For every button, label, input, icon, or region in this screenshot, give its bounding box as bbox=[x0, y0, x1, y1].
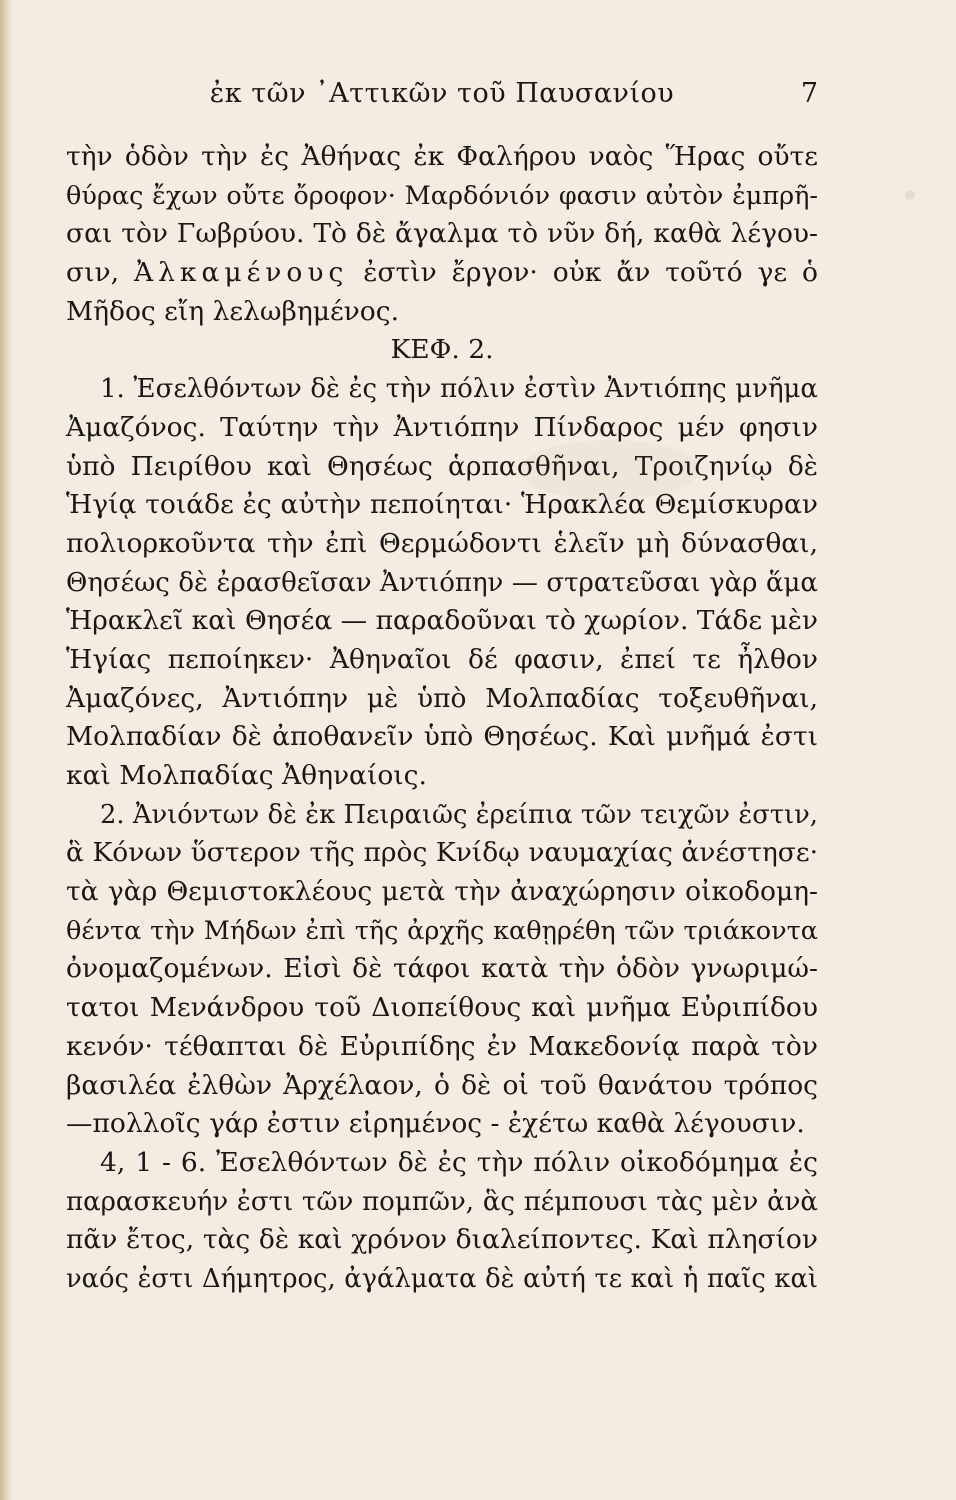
page-number: 7 bbox=[800, 78, 818, 109]
paper-stain bbox=[520, 440, 700, 500]
page-gutter-edge bbox=[0, 0, 12, 1500]
paper-speck bbox=[905, 190, 915, 200]
text-line: παρασκευήν ἐστι τῶν πομπῶν, ἃς πέμπουσι τὰς μὲν ἀνὰ bbox=[66, 1186, 818, 1217]
text-line: θέντα τὴν Μήδων ἐπὶ τῆς ἀρχῆς καθῃρέθη τῶν τριάκοντα bbox=[66, 915, 818, 946]
chapter-heading: ΚΕΦ. 2. bbox=[390, 334, 494, 366]
text-line: Ἀμαζόνος. Ταύτην τὴν Ἀντιόπην Πίνδαρος μέν φησιν bbox=[66, 411, 818, 443]
text-line: Ἡρακλεῖ καὶ Θησέα — παραδοῦναι τὸ χωρίον. Τάδε μὲν bbox=[66, 605, 819, 637]
text-fragment: ἐστὶν ἔργον· οὐκ ἄν τοῦτό γε ὁ bbox=[348, 257, 819, 289]
text-line: Μολπαδίαν δὲ ἀποθανεῖν ὑπὸ Θησέως. Καὶ μνῆμά ἐστι bbox=[66, 721, 818, 753]
text-line: καὶ Μολπαδίας Ἀθηναίοις. bbox=[66, 760, 427, 791]
text-line: Μῆδος εἴη λελωβημένος. bbox=[66, 295, 400, 327]
text-line: σαι τὸν Γωβρύου. Τὸ δὲ ἄγαλμα τὸ νῦν δή, καθὰ λέγου- bbox=[66, 218, 818, 250]
text-line: ναός ἐστι Δήμητρος, ἀγάλματα δὲ αὐτή τε καὶ ἡ παῖς καὶ bbox=[66, 1263, 818, 1294]
text-line: κενόν· τέθαπται δὲ Εὐριπίδης ἐν Μακεδονίᾳ παρὰ τὸν bbox=[66, 1030, 818, 1062]
text-line: 2. Ἀνιόντων δὲ ἐκ Πειραιῶς ἐρείπια τῶν τειχῶν ἐστιν, bbox=[100, 799, 818, 830]
text-line: πολιορκοῦντα τὴν ἐπὶ Θερμώδοντι ἑλεῖν μὴ δύνασθαι, bbox=[66, 527, 818, 559]
text-line: 4, 1 - 6. Ἐσελθόντων δὲ ἐς τὴν πόλιν οἰκοδόμημα ἐς bbox=[100, 1146, 818, 1178]
text-line: —πολλοῖς γάρ ἐστιν εἰρημένος - ἐχέτω καθὰ λέγουσιν. bbox=[66, 1108, 805, 1140]
text-line: Θησέως δὲ ἐρασθεῖσαν Ἀντιόπην — στρατεῦσαι γὰρ ἅμα bbox=[66, 567, 818, 598]
text-line: Ἡγίας πεποίηκεν· Ἀθηναῖοι δέ φασιν, ἐπεί τε ἦλθον bbox=[66, 643, 818, 675]
text-line: Ἡγίᾳ τοιάδε ἐς αὐτὴν πεποίηται· Ἡρακλέα Θεμίσκυραν bbox=[66, 489, 818, 521]
text-line: τὰ γὰρ Θεμιστοκλέους μετὰ τὴν ἀναχώρησιν οἰκοδομη- bbox=[66, 876, 818, 908]
text-line: τὴν ὁδὸν τὴν ἐς Ἀθήνας ἐκ Φαλήρου ναὸς Ἥρας οὔτε bbox=[66, 141, 818, 172]
text-line: Ἀμαζόνες, Ἀντιόπην μὲ ὑπὸ Μολπαδίας τοξευθῆναι, bbox=[66, 682, 818, 714]
text-line: ἃ Κόνων ὕστερον τῆς πρὸς Κνίδῳ ναυμαχίας ἀνέστησε· bbox=[66, 837, 818, 869]
text-line: τατοι Μενάνδρου τοῦ Διοπείθους καὶ μνῆμα Εὐριπίδου bbox=[66, 992, 818, 1024]
page-header bbox=[66, 78, 818, 118]
main-text bbox=[66, 138, 818, 1299]
text-line: ὑπὸ Πειρίθου καὶ Θησέως ἁρπασθῆναι, Τροιζηνίῳ δὲ bbox=[66, 450, 818, 482]
text-line bbox=[66, 254, 818, 293]
text-line: πᾶν ἔτος, τὰς δὲ καὶ χρόνον διαλείποντες. Καὶ πλησίον bbox=[66, 1224, 818, 1256]
running-title: ἐκ τῶν ᾿Αττικῶν τοῦ Παυσανίου bbox=[209, 78, 675, 109]
text-line: 1. Ἐσελθόντων δὲ ἐς τὴν πόλιν ἐστὶν Ἀντιόπης μνῆμα bbox=[100, 374, 818, 405]
text-line: θύρας ἔχων οὔτε ὄροφον· Μαρδόνιόν φασιν αὐτὸν ἐμπρῆ- bbox=[66, 180, 818, 211]
text-line: ὀνομαζομένων. Εἰσὶ δὲ τάφοι κατὰ τὴν ὁδὸν γνωριμώ- bbox=[66, 953, 818, 985]
text-line: βασιλέα ἐλθὼν Ἀρχέλαον, ὁ δὲ οἱ τοῦ θανάτου τρόπος bbox=[66, 1069, 818, 1101]
spaced-name-alkamenous: Ἀλκαμένους bbox=[133, 257, 349, 289]
text-fragment: σιν, bbox=[66, 257, 134, 289]
